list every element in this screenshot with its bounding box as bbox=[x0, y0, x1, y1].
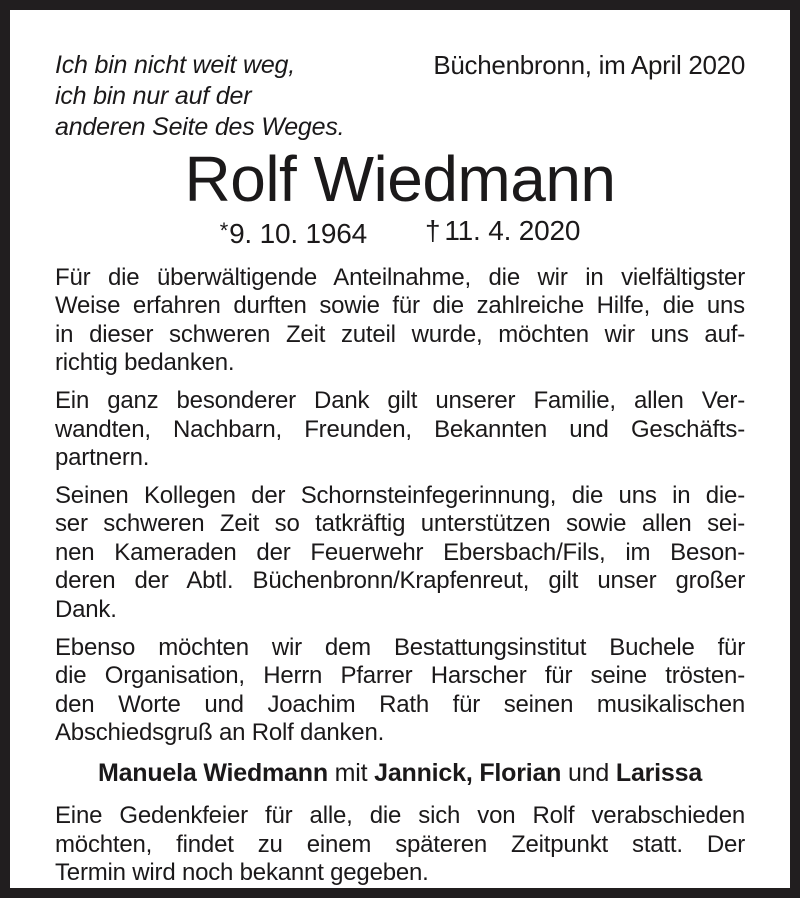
text-line: Für die überwältigende Anteilnahme, die wir in vielfältigster bbox=[55, 263, 745, 291]
death-date-value: 11. 4. 2020 bbox=[444, 214, 581, 246]
text-line: Seinen Kollegen der Schornsteinfegerinnung, die uns in die- bbox=[55, 481, 745, 509]
quote-line: anderen Seite des Weges. bbox=[55, 113, 345, 141]
text-line: den Worte und Joachim Rath für seinen musikalischen bbox=[55, 690, 745, 718]
family-signature bbox=[55, 759, 745, 787]
mourner-names-children: Jannick, Florian bbox=[374, 759, 562, 788]
paragraph-thanks-general bbox=[55, 264, 745, 378]
signature-connector: mit bbox=[327, 759, 375, 788]
paragraph-thanks-institutions bbox=[55, 634, 745, 748]
text-line: Eine Gedenkfeier für alle, die sich von Rolf verabschieden bbox=[55, 802, 745, 830]
text-line: wandten, Nachbarn, Freunden, Bekannten und Geschäfts- bbox=[55, 415, 745, 443]
text-line: Weise erfahren durften sowie für die zahlreiche Hilfe, die uns bbox=[55, 292, 745, 320]
mourner-name-child-last: Larissa bbox=[615, 759, 703, 788]
quote-line: Ich bin nicht weit weg, bbox=[55, 51, 295, 79]
notice-header bbox=[55, 50, 745, 143]
memorial-quote bbox=[55, 50, 344, 143]
text-line: deren der Abtl. Büchenbronn/Krapfenreut, gilt unser großer bbox=[55, 567, 745, 595]
birth-date bbox=[220, 216, 367, 249]
text-line: Dank. bbox=[55, 596, 117, 624]
text-line: Abschiedsgruß an Rolf danken. bbox=[55, 719, 385, 747]
paragraph-memorial-announcement bbox=[55, 802, 745, 888]
text-line: nen Kameraden der Feuerwehr Ebersbach/Fils, im Beson- bbox=[55, 538, 745, 566]
paragraph-thanks-family bbox=[55, 387, 745, 473]
text-line: ser schweren Zeit so tatkräftig unterstützen sowie allen sei- bbox=[55, 510, 745, 538]
death-date bbox=[425, 216, 580, 249]
text-line: richtig bedanken. bbox=[55, 349, 235, 377]
text-line: Ein ganz besonderer Dank gilt unserer Familie, allen Ver- bbox=[55, 386, 745, 414]
text-line: in dieser schweren Zeit zuteil wurde, möchten wir uns auf- bbox=[55, 320, 745, 348]
text-line: möchten, findet zu einem späteren Zeitpunkt statt. Der bbox=[55, 830, 745, 858]
mourner-name-primary: Manuela Wiedmann bbox=[97, 759, 328, 788]
deceased-name: Rolf Wiedmann bbox=[184, 143, 616, 215]
text-line: Termin wird noch bekannt gegeben. bbox=[55, 859, 429, 887]
place-dateline: Büchenbronn, im April 2020 bbox=[433, 50, 745, 80]
death-cross-icon: † bbox=[425, 214, 441, 246]
born-star-icon: * bbox=[219, 217, 229, 243]
text-line: die Organisation, Herrn Pfarrer Harscher für seine trösten- bbox=[55, 662, 745, 690]
paragraph-thanks-colleagues bbox=[55, 482, 745, 625]
notice-body bbox=[55, 264, 745, 888]
text-line: partnern. bbox=[55, 444, 150, 472]
quote-line: ich bin nur auf der bbox=[55, 82, 252, 110]
text-line: Ebenso möchten wir dem Bestattungsinstitut Buchele für bbox=[55, 633, 745, 661]
signature-connector: und bbox=[561, 759, 616, 788]
birth-date-value: 9. 10. 1964 bbox=[229, 217, 367, 249]
life-dates bbox=[55, 216, 745, 249]
